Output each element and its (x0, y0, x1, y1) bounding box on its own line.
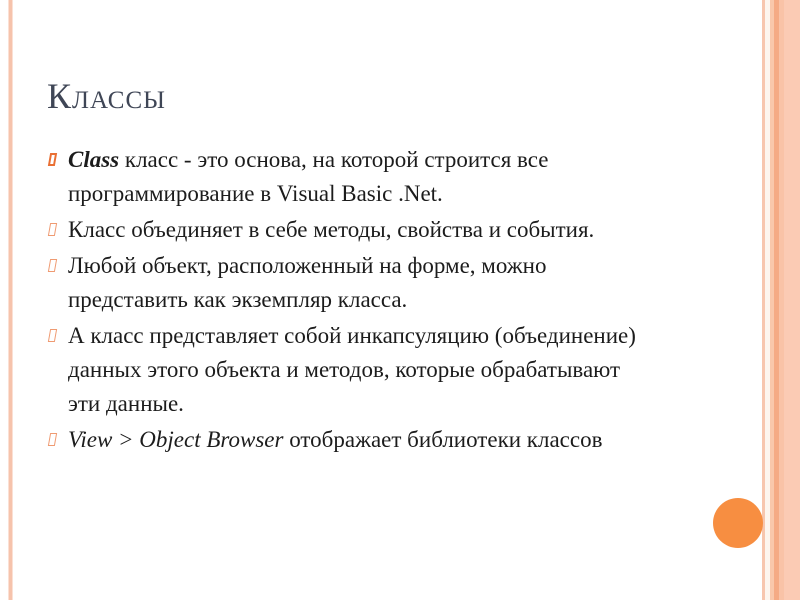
bullet-rest: Любой объект, расположенный на форме, можно представить как экземпляр класса. (68, 253, 547, 312)
bullet-square-icon (48, 153, 57, 166)
slide-title: Классы (47, 76, 166, 116)
right-stripe-band (762, 0, 800, 600)
bullet-item (48, 143, 656, 211)
bullet-square-icon (48, 433, 57, 446)
bullet-rest: класс - это основа, на которой строится все программирование в Visual Basic .Net. (68, 147, 549, 206)
bullet-square-icon (48, 329, 57, 342)
bullet-text (68, 147, 548, 206)
bullet-item (48, 423, 656, 457)
bullet-text (68, 253, 547, 312)
bullet-lead-emphasis: View > Object Browser (68, 427, 284, 452)
accent-circle (713, 498, 763, 548)
bullet-text (68, 217, 594, 242)
bullet-square-icon (48, 223, 57, 236)
bullet-item (48, 213, 656, 247)
left-accent-line (8, 0, 13, 600)
bullet-rest: отображает библиотеки классов (283, 427, 603, 452)
bullet-square-icon (48, 259, 57, 272)
bullet-rest: Класс объединяет в себе методы, свойства и события. (68, 217, 595, 242)
bullet-text (68, 323, 636, 416)
bullet-item (48, 319, 656, 421)
bullet-list (48, 143, 656, 459)
bullet-text (68, 427, 602, 452)
bullet-item (48, 249, 656, 317)
bullet-rest: А класс представляет собой инкапсуляцию (объединение) данных этого объекта и методов, которые обрабатывают эти данные. (68, 323, 636, 416)
bullet-lead-emphasis: Class (68, 147, 120, 172)
